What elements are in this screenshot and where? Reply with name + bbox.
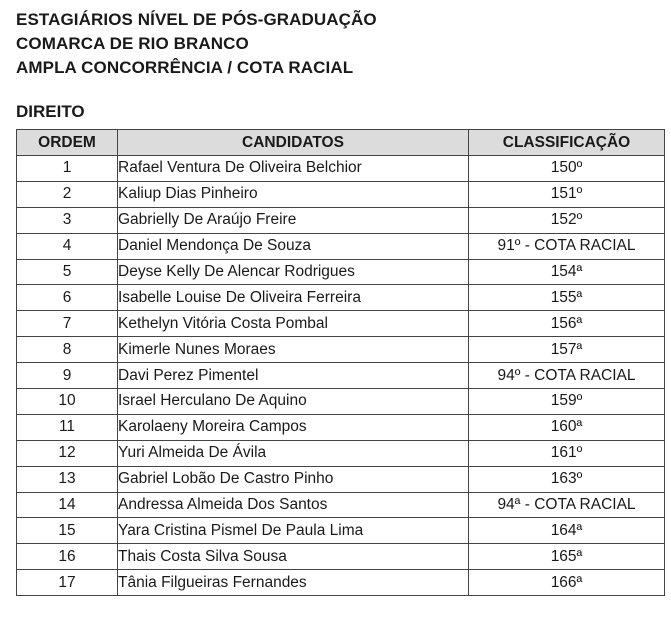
table-row [17, 466, 665, 492]
column-header-candidatos: CANDIDATOS [118, 130, 469, 156]
cell-classificacao: 164ª [469, 518, 665, 544]
table-row [17, 389, 665, 415]
cell-ordem: 16 [17, 544, 118, 570]
table-body [17, 156, 665, 596]
cell-candidato: Kaliup Dias Pinheiro [118, 181, 469, 207]
heading-line-3: AMPLA CONCORRÊNCIA / COTA RACIAL [16, 58, 354, 77]
cell-classificacao: 163º [469, 466, 665, 492]
cell-classificacao: 94ª - COTA RACIAL [469, 492, 665, 518]
cell-candidato: Davi Perez Pimentel [118, 363, 469, 389]
section-title: DIREITO [16, 102, 85, 121]
document-heading [16, 8, 377, 80]
table-row [17, 518, 665, 544]
table-row [17, 233, 665, 259]
table-row [17, 414, 665, 440]
cell-classificacao: 150º [469, 156, 665, 182]
cell-candidato: Thais Costa Silva Sousa [118, 544, 469, 570]
cell-candidato: Tânia Filgueiras Fernandes [118, 570, 469, 596]
cell-candidato: Karolaeny Moreira Campos [118, 414, 469, 440]
cell-ordem: 3 [17, 207, 118, 233]
cell-classificacao: 161º [469, 440, 665, 466]
classification-table [16, 129, 665, 596]
cell-ordem: 11 [17, 414, 118, 440]
table-row [17, 285, 665, 311]
cell-ordem: 17 [17, 570, 118, 596]
cell-candidato: Kethelyn Vitória Costa Pombal [118, 311, 469, 337]
table-row [17, 337, 665, 363]
column-header-ordem: ORDEM [17, 130, 118, 156]
cell-ordem: 1 [17, 156, 118, 182]
cell-ordem: 15 [17, 518, 118, 544]
cell-candidato: Andressa Almeida Dos Santos [118, 492, 469, 518]
table-row [17, 156, 665, 182]
cell-ordem: 7 [17, 311, 118, 337]
table-row [17, 207, 665, 233]
cell-candidato: Kimerle Nunes Moraes [118, 337, 469, 363]
cell-ordem: 2 [17, 181, 118, 207]
cell-classificacao: 94º - COTA RACIAL [469, 363, 665, 389]
cell-ordem: 10 [17, 389, 118, 415]
cell-ordem: 12 [17, 440, 118, 466]
cell-classificacao: 165ª [469, 544, 665, 570]
cell-ordem: 6 [17, 285, 118, 311]
cell-classificacao: 152º [469, 207, 665, 233]
cell-candidato: Deyse Kelly De Alencar Rodrigues [118, 259, 469, 285]
table-row [17, 311, 665, 337]
cell-classificacao: 159º [469, 389, 665, 415]
cell-ordem: 5 [17, 259, 118, 285]
table-row [17, 492, 665, 518]
cell-ordem: 14 [17, 492, 118, 518]
cell-candidato: Israel Herculano De Aquino [118, 389, 469, 415]
cell-classificacao: 154ª [469, 259, 665, 285]
heading-line-2: COMARCA DE RIO BRANCO [16, 34, 249, 53]
table-row [17, 363, 665, 389]
cell-candidato: Gabrielly De Araújo Freire [118, 207, 469, 233]
cell-candidato: Yuri Almeida De Ávila [118, 440, 469, 466]
table-row [17, 544, 665, 570]
cell-candidato: Gabriel Lobão De Castro Pinho [118, 466, 469, 492]
table-row [17, 259, 665, 285]
cell-ordem: 4 [17, 233, 118, 259]
column-header-classificacao: CLASSIFICAÇÃO [469, 130, 665, 156]
cell-ordem: 13 [17, 466, 118, 492]
cell-classificacao: 156ª [469, 311, 665, 337]
cell-classificacao: 91º - COTA RACIAL [469, 233, 665, 259]
table-row [17, 440, 665, 466]
cell-ordem: 8 [17, 337, 118, 363]
cell-classificacao: 155ª [469, 285, 665, 311]
cell-candidato: Rafael Ventura De Oliveira Belchior [118, 156, 469, 182]
cell-classificacao: 166ª [469, 570, 665, 596]
cell-classificacao: 151º [469, 181, 665, 207]
table-header [17, 130, 665, 156]
table-row [17, 570, 665, 596]
cell-candidato: Daniel Mendonça De Souza [118, 233, 469, 259]
cell-ordem: 9 [17, 363, 118, 389]
cell-classificacao: 157ª [469, 337, 665, 363]
cell-classificacao: 160ª [469, 414, 665, 440]
cell-candidato: Yara Cristina Pismel De Paula Lima [118, 518, 469, 544]
table-row [17, 181, 665, 207]
table-header-row [17, 130, 665, 156]
heading-line-1: ESTAGIÁRIOS NÍVEL DE PÓS-GRADUAÇÃO [16, 10, 377, 29]
cell-candidato: Isabelle Louise De Oliveira Ferreira [118, 285, 469, 311]
